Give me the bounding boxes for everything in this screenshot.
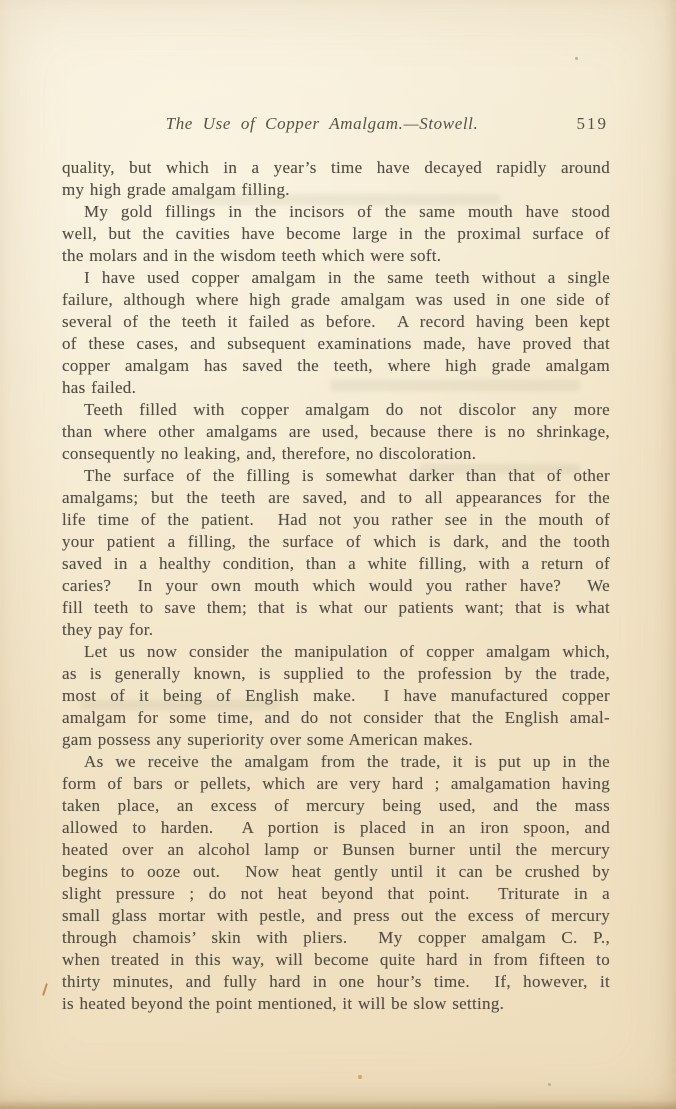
text-line: several of the teeth it failed as before. A record having been kept [62,312,610,331]
page-number: 519 [576,114,608,133]
paragraph [62,751,610,1015]
page-edge-shadow [0,1100,676,1109]
text-line: than where other amalgams are used, because there is no shrinkage, [62,422,610,441]
paragraph [62,399,610,465]
text-line: they pay for. [62,620,154,639]
text-line: consequently no leaking, and, therefore, no discoloration. [62,444,477,463]
paragraph [62,157,610,201]
text-line: Teeth filled with copper amalgam do not discolor any more [84,400,610,419]
text-line: your patient a filling, the surface of which is dark, and the tooth [62,532,610,551]
text-line: copper amalgam has saved the teeth, where high grade amalgam [62,356,610,375]
running-title: The Use of Copper Amalgam.—Stowell. [165,114,479,133]
text-line: when treated in this way, will become quite hard in from fifteen to [62,950,610,969]
text-line: As we receive the amalgam from the trade, it is put up in the [84,752,610,771]
page-header [62,114,610,138]
paragraph [62,641,610,751]
text-line: form of bars or pellets, which are very hard ; amalgamation having [62,774,610,793]
text-line: I have used copper amalgam in the same teeth without a single [84,268,610,287]
text-line: thirty minutes, and fully hard in one hour’s time. If, however, it [62,972,610,991]
text-line: My gold fillings in the incisors of the same mouth have stood [84,202,610,221]
text-line: the molars and in the wisdom teeth which were soft. [62,246,442,265]
text-line: The surface of the filling is somewhat darker than that of other [84,466,610,485]
text-line: slight pressure ; do not heat beyond that point. Triturate in a [62,884,610,903]
text-line: Let us now consider the manipulation of copper amalgam which, [84,642,610,661]
pencil-mark [42,983,48,996]
body-text [62,157,610,1015]
paragraph [62,201,610,267]
text-line: small glass mortar with pestle, and press out the excess of mercury [62,906,610,925]
text-line: quality, but which in a year’s time have decayed rapidly around [62,158,610,177]
text-line: allowed to harden. A portion is placed in an iron spoon, and [62,818,610,837]
text-line: taken place, an excess of mercury being used, and the mass [62,796,610,815]
text-line: as is generally known, is supplied to the profession by the trade, [62,664,610,683]
text-line: begins to ooze out. Now heat gently until it can be crushed by [62,862,610,881]
text-line: well, but the cavities have become large in the proximal surface of [62,224,610,243]
paper-speck [548,1083,551,1086]
text-line: has failed. [62,378,137,397]
paper-speck [575,57,578,60]
paragraph [62,267,610,399]
text-line: through chamois’ skin with pliers. My copper amalgam C. P., [62,928,610,947]
text-line: of these cases, and subsequent examinations made, have proved that [62,334,610,353]
text-line: amalgam for some time, and do not consider that the English amal- [62,708,610,727]
text-line: amalgams; but the teeth are saved, and to all appearances for the [62,488,610,507]
text-line: saved in a healthy condition, than a white filling, with a return of [62,554,610,573]
text-line: life time of the patient. Had not you rather see in the mouth of [62,510,610,529]
text-line: most of it being of English make. I have manufactured copper [62,686,610,705]
paper-speck [358,1075,362,1079]
text-line: heated over an alcohol lamp or Bunsen burner until the mercury [62,840,610,859]
paragraph [62,465,610,641]
text-line: failure, although where high grade amalgam was used in one side of [62,290,610,309]
text-line: my high grade amalgam filling. [62,180,290,199]
text-line: gam possess any superiority over some American makes. [62,730,473,749]
text-line: fill teeth to save them; that is what our patients want; that is what [62,598,610,617]
text-line: is heated beyond the point mentioned, it will be slow setting. [62,994,505,1013]
text-line: caries? In your own mouth which would you rather have? We [62,576,610,595]
